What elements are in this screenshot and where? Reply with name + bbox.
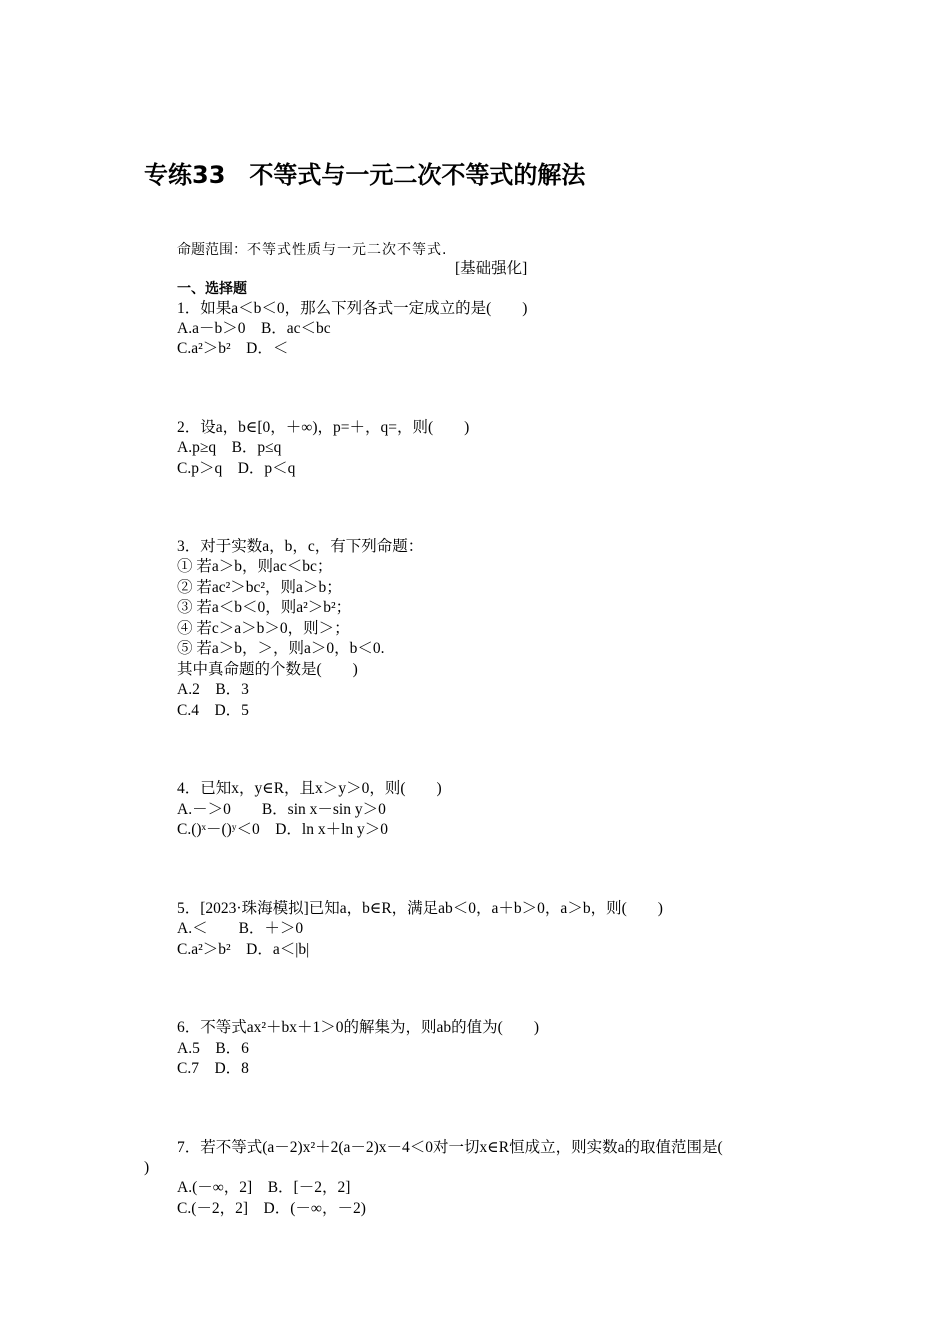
question-7-options-ab: A.(－∞，2] B．[－2，2] bbox=[177, 1179, 351, 1196]
question-6-stem: 6．不等式ax²＋bx＋1＞0的解集为，则ab的值为( ) bbox=[177, 1019, 539, 1036]
page-title: 专练33 不等式与一元二次不等式的解法 bbox=[144, 161, 586, 189]
question-7-options-cd: C.(－2，2] D．(－∞，－2) bbox=[177, 1200, 366, 1217]
question-4-options-cd: C.()ˣ－()ʸ＜0 D．ln x＋ln y＞0 bbox=[177, 821, 388, 838]
question-3-item: ② 若ac²＞bc²，则a＞b； bbox=[177, 579, 342, 596]
question-7-stem-continued: ) bbox=[144, 1159, 150, 1176]
section-tag: [基础强化] bbox=[455, 260, 528, 277]
scope-line bbox=[177, 240, 447, 260]
question-5-options-ab: A.＜ B．＋＞0 bbox=[177, 920, 304, 937]
question-1-options-ab: A.a－b＞0 B．ac＜bc bbox=[177, 320, 331, 337]
question-6-options-ab: A.5 B．6 bbox=[177, 1040, 249, 1057]
question-3-item: ① 若a＞b，则ac＜bc； bbox=[177, 558, 333, 575]
question-1-options-cd: C.a²＞b² D．＜ bbox=[177, 340, 289, 357]
question-6-options-cd: C.7 D．8 bbox=[177, 1060, 249, 1077]
question-3-item: ③ 若a＜b＜0，则a²＞b²； bbox=[177, 599, 352, 616]
question-5-stem: 5．[2023·珠海模拟]已知a，b∈R，满足ab＜0，a＋b＞0，a＞b，则( ) bbox=[177, 900, 663, 917]
question-2-stem: 2．设a，b∈[0，＋∞)，p=＋，q=，则( ) bbox=[177, 419, 470, 436]
question-4-stem: 4．已知x，y∈R，且x＞y＞0，则( ) bbox=[177, 780, 442, 797]
question-7-stem: 7．若不等式(a－2)x²＋2(a－2)x－4＜0对一切x∈R恒成立，则实数a的取值范围是( bbox=[177, 1139, 723, 1156]
question-5-options-cd: C.a²＞b² D．a＜|b| bbox=[177, 941, 310, 958]
question-4-options-ab: A.－＞0 B．sin x－sin y＞0 bbox=[177, 801, 386, 818]
question-3-item: 其中真命题的个数是( ) bbox=[177, 661, 358, 678]
scope-text: 不等式性质与一元二次不等式. bbox=[247, 242, 448, 258]
question-3-options-cd: C.4 D．5 bbox=[177, 702, 249, 719]
scope-label: 命题范围： bbox=[177, 242, 247, 258]
question-3-options-ab: A.2 B．3 bbox=[177, 681, 249, 698]
question-2-options-cd: C.p＞q D．p＜q bbox=[177, 460, 296, 477]
question-1-stem: 1．如果a＜b＜0，那么下列各式一定成立的是( ) bbox=[177, 300, 528, 317]
question-3-stem: 3．对于实数a，b，c，有下列命题： bbox=[177, 538, 424, 555]
question-3-item: ④ 若c＞a＞b＞0，则＞； bbox=[177, 620, 350, 637]
question-3-item: ⑤ 若a＞b，＞，则a＞0，b＜0. bbox=[177, 640, 385, 657]
section-heading: 一、选择题 bbox=[177, 281, 247, 297]
question-2-options-ab: A.p≥q B．p≤q bbox=[177, 439, 282, 456]
